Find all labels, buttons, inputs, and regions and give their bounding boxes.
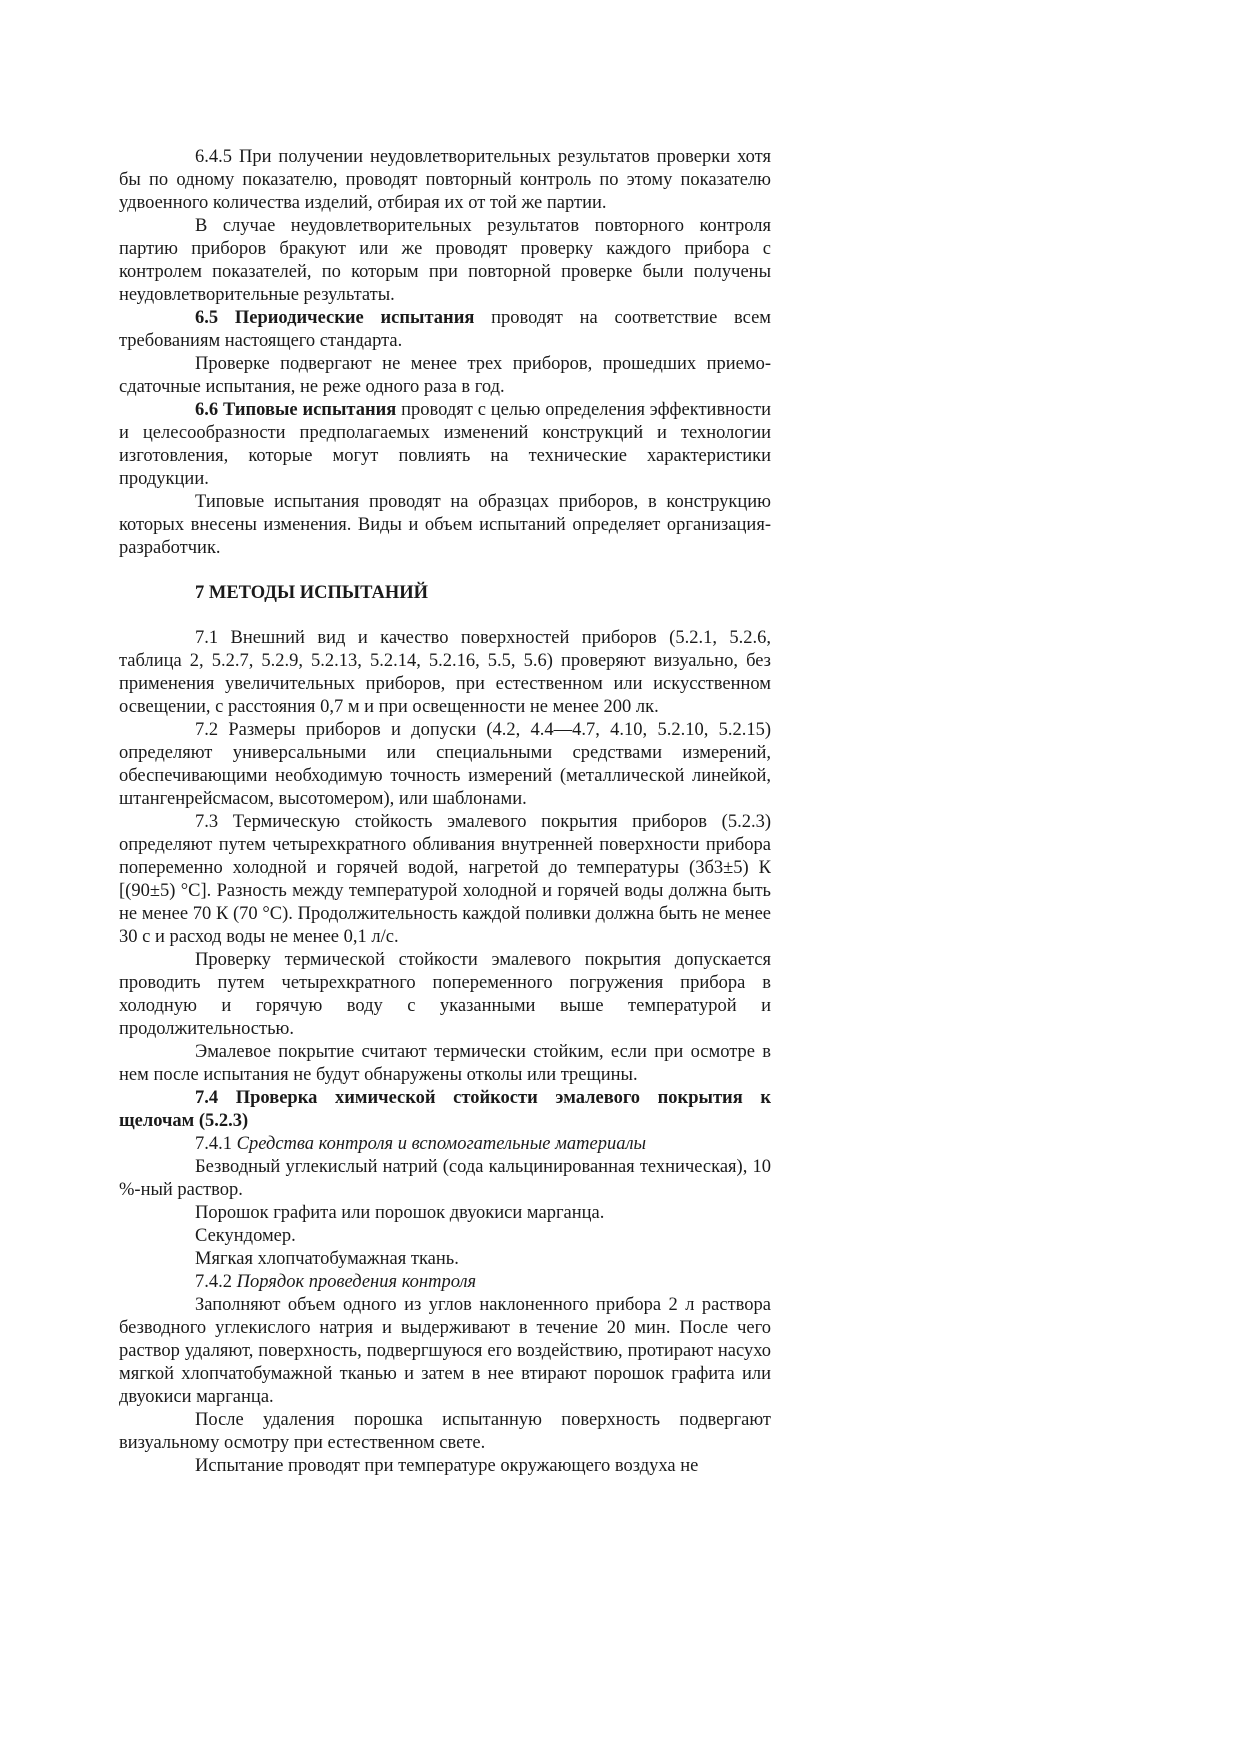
paragraph-6-6-samples: Типовые испытания проводят на образцах приборов, в конструкцию которых внесены изменения. Виды и объем испытаний определяет организация-разработчик. <box>119 492 771 558</box>
paragraph-7-3-immersion: Проверку термической стойкости эмалевого покрытия допускается проводить путем четырехкратного попеременного погружения прибора в холодную и горячую воду с указанными выше температурой и продолжительностью. <box>119 950 771 1039</box>
clause-number: 7.4.2 <box>195 1272 237 1292</box>
paragraph-7-4-2-procedure: Заполняют объем одного из углов наклоненного прибора 2 л раствора безводного углекислого натрия и выдерживают в течение 20 мин. После чего раствор удаляют, поверхность, подвергшуюся его воздействию, протирают насухо мягкой хлопчатобумажной тканью и затем в нее втирают порошок графита или двуокиси марганца. <box>119 1295 771 1407</box>
paragraph-7-1: 7.1 Внешний вид и качество поверхностей приборов (5.2.1, 5.2.6, таблица 2, 5.2.7, 5.2.9, 5.2.13, 5.2.14, 5.2.16, 5.5, 5.6) проверяют визуально, без применения увеличительных приборов, при естественном или искусственном освещении, с расстояния 0,7 м и при освещенности не менее 200 лк. <box>119 628 771 717</box>
paragraph-7-4-1 <box>119 1133 771 1156</box>
document-page <box>119 146 771 1478</box>
list-item: Безводный углекислый натрий (сода кальцинированная техническая), 10 %-ный раствор. <box>119 1157 771 1200</box>
clause-title: Порядок проведения контроля <box>236 1272 477 1292</box>
paragraph-6-5-sample: Проверке подвергают не менее трех приборов, прошедших приемо-сдаточные испытания, не реже одного раза в год. <box>119 354 771 397</box>
paragraph-7-4-2-inspection: После удаления порошка испытанную поверхность подвергают визуальному осмотру при естественном свете. <box>119 1410 771 1453</box>
paragraph-7-4-heading: 7.4 Проверка химической стойкости эмалевого покрытия к щелочам (5.2.3) <box>119 1088 771 1131</box>
term-periodic-tests: 6.5 Периодические испытания <box>195 308 475 328</box>
paragraph-7-4-2-temperature: Испытание проводят при температуре окружающего воздуха не <box>195 1456 699 1476</box>
paragraph-6-4-5: 6.4.5 При получении неудовлетворительных результатов проверки хотя бы по одному показателю, проводят повторный контроль по этому показателю удвоенного количества изделий, отбирая их от той же партии. <box>119 147 771 213</box>
paragraph-6-6 <box>119 399 771 491</box>
section-7-heading: 7 МЕТОДЫ ИСПЫТАНИЙ <box>195 583 429 603</box>
paragraph-6-5-text: проводят на соответствие всем требованиям настоящего стандарта. <box>119 308 772 351</box>
list-item: Секундомер. <box>195 1226 296 1246</box>
clause-number: 7.4.1 <box>195 1134 237 1154</box>
paragraph-6-4-5-repeat: В случае неудовлетворительных результатов повторного контроля партию приборов бракуют или же проводят проверку каждого прибора с контролем показателей, по которым при повторной проверке были получены неудовлетворительные результаты. <box>119 216 771 305</box>
term-type-tests: 6.6 Типовые испытания <box>195 400 397 420</box>
list-item: Мягкая хлопчатобумажная ткань. <box>195 1249 459 1269</box>
paragraph-7-3: 7.3 Термическую стойкость эмалевого покрытия приборов (5.2.3) определяют путем четырехкратного обливания внутренней поверхности прибора попеременно холодной и горячей водой, нагретой до температуры (3б3±5) К [(90±5) °С]. Разность между температурой холодной и горячей воды должна быть не менее 70 К (70 °С). Продолжительность каждой поливки должна быть не менее 30 с и расход воды не менее 0,1 л/с. <box>119 812 771 947</box>
paragraph-6-5 <box>119 307 771 353</box>
list-item: Порошок графита или порошок двуокиси марганца. <box>195 1203 605 1223</box>
paragraph-7-2: 7.2 Размеры приборов и допуски (4.2, 4.4—4.7, 4.10, 5.2.10, 5.2.15) определяют универсальными или специальными средствами измерений, обеспечивающими необходимую точность измерений (металлической линейкой, штангенрейсмасом, высотомером), или шаблонами. <box>119 720 771 809</box>
clause-title: Средства контроля и вспомогательные материалы <box>236 1134 647 1154</box>
paragraph-6-6-text: проводят с целью определения эффективности и целесообразности предполагаемых изменений конструкций и технологии изготовления, которые могут повлиять на технические характеристики продукции. <box>119 400 771 489</box>
paragraph-7-4-2 <box>119 1271 771 1294</box>
paragraph-7-3-criteria: Эмалевое покрытие считают термически стойким, если при осмотре в нем после испытания не будут обнаружены отколы или трещины. <box>119 1042 771 1085</box>
